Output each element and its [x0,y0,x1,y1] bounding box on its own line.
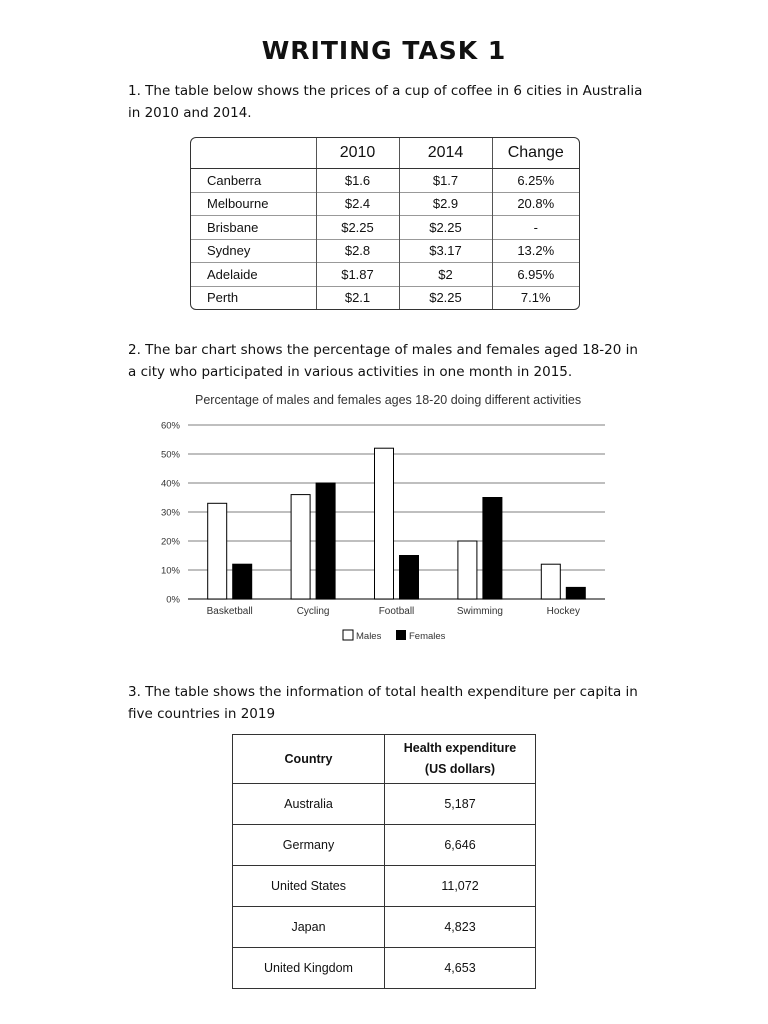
expenditure-cell: 6,646 [385,825,536,866]
y-tick-label: 50% [160,449,180,461]
header-cell: Change [492,138,579,169]
bar-males-hockey [541,564,560,599]
change-cell: - [492,216,579,240]
price-2010-cell: $1.87 [316,263,399,287]
country-cell: Australia [233,784,385,825]
expenditure-cell: 11,072 [385,866,536,907]
page-title: WRITING TASK 1 [261,36,507,65]
city-cell: Melbourne [191,192,316,216]
x-category-label: Basketball [206,606,253,617]
legend-swatch-males [343,630,353,640]
header-expenditure-line1: Health expenditure [403,741,517,755]
table-row [191,239,579,263]
chart-title: Percentage of males and females ages 18-20 doing different activities [195,393,582,407]
change-cell: 13.2% [492,239,579,263]
y-tick-label: 60% [160,420,180,432]
y-tick-label: 30% [160,507,180,519]
city-cell: Adelaide [191,263,316,287]
table-row [233,948,536,989]
bar-males-swimming [458,541,477,599]
header-cell [191,138,316,169]
x-category-label: Football [378,606,415,617]
expenditure-cell: 4,653 [385,948,536,989]
bar-females-cycling [316,483,335,599]
header-expenditure-line2: (US dollars) [424,762,496,776]
coffee-price-table [190,137,580,310]
bar-females-football [400,556,419,600]
expenditure-cell: 5,187 [385,784,536,825]
bar-males-football [375,448,394,599]
table-row [191,192,579,216]
bar-males-cycling [291,495,310,599]
price-2014-cell: $2.25 [399,286,492,309]
bar-females-swimming [483,498,502,600]
country-cell: United States [233,866,385,907]
table-header-row [233,735,536,784]
city-cell: Perth [191,286,316,309]
header-country: Country [233,735,385,784]
activities-bar-chart [150,388,620,648]
price-2010-cell: $2.25 [316,216,399,240]
bar-males-basketball [208,503,227,599]
bar-females-hockey [566,587,585,599]
change-cell: 7.1% [492,286,579,309]
header-cell: 2014 [399,138,492,169]
table-row [191,286,579,309]
question-2-text: 2. The bar chart shows the percentage of males and females aged 18-20 in a city who participated in various activities in one month in 2015. [128,342,638,380]
city-cell: Sydney [191,239,316,263]
city-cell: Canberra [207,172,262,188]
table-row [233,825,536,866]
price-2014-cell: $2 [399,263,492,287]
table-header-row [191,138,579,169]
table-row [233,907,536,948]
health-expenditure-table [232,734,536,989]
x-category-label: Hockey [546,606,580,617]
change-cell: 6.95% [492,263,579,287]
legend-label-females: Females [409,631,446,642]
price-2010-cell: $2.8 [316,239,399,263]
city-cell: Brisbane [191,216,316,240]
expenditure-cell: 4,823 [385,907,536,948]
bar-females-basketball [233,564,252,599]
chart-legend [343,630,446,642]
legend-swatch-females [396,630,406,640]
price-2010-cell: $1.6 [316,169,399,193]
y-tick-label: 40% [160,478,180,490]
price-2014-cell: $2.25 [399,216,492,240]
country-cell: Japan [233,907,385,948]
y-tick-label: 10% [160,565,180,577]
table-row [233,866,536,907]
x-category-label: Cycling [296,606,330,617]
question-1-text: 1. The table below shows the prices of a cup of coffee in 6 cities in Australia in 2010 and 2014. [128,83,643,121]
y-tick-label: 0% [166,594,180,606]
chart-bars [208,448,586,599]
change-cell: 20.8% [492,192,579,216]
table-row [233,784,536,825]
table-row [191,263,579,287]
y-tick-label: 20% [160,536,180,548]
legend-label-males: Males [356,631,382,642]
price-2010-cell: $2.4 [316,192,399,216]
price-2014-cell: $2.9 [399,192,492,216]
country-cell: United Kingdom [233,948,385,989]
price-2010-cell: $2.1 [316,286,399,309]
x-category-label: Swimming [456,606,503,617]
table-row [191,169,579,193]
question-3-text: 3. The table shows the information of total health expenditure per capita in five countries in 2019 [128,684,638,722]
change-cell: 6.25% [492,169,579,193]
header-expenditure [385,735,536,784]
table-row [191,216,579,240]
country-cell: Germany [233,825,385,866]
price-2014-cell: $1.7 [399,169,492,193]
price-2014-cell: $3.17 [399,239,492,263]
header-cell: 2010 [316,138,399,169]
